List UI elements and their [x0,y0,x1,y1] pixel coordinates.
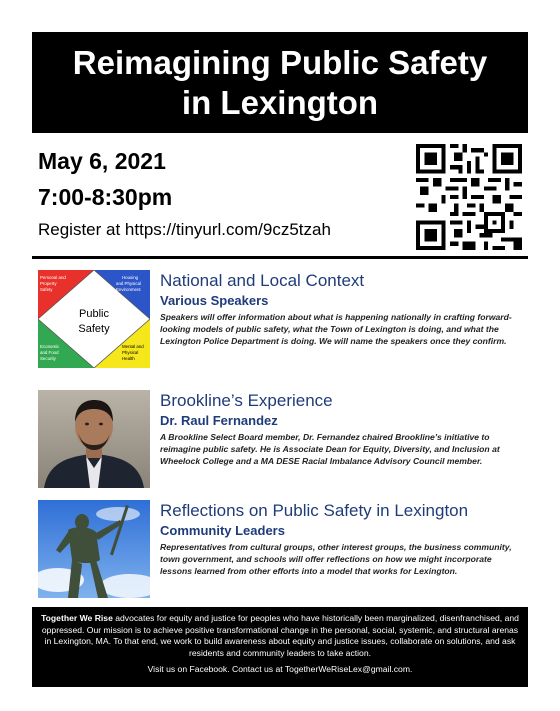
public-safety-label-2: Safety [78,323,110,335]
section-heading: Brookline’s Experience [160,391,333,410]
section-speaker: Community Leaders [160,523,285,538]
contact-line[interactable]: Visit us on Facebook. Contact us at TogetherWeRiseLex@gmail.com. [147,664,413,674]
quadrant-top-left: Personal and Property Safety [40,275,66,292]
section-national-local [32,270,528,370]
public-safety-label-1: Public [79,308,109,320]
event-date: May 6, 2021 [38,148,166,174]
event-details [32,144,528,256]
register-link[interactable]: Register at https://tinyurl.com/9cz5tzah [38,220,331,239]
section-heading: National and Local Context [160,271,365,290]
quadrant-top-right: Housing and Physical Environment [116,275,141,292]
section-heading: Reflections on Public Safety in Lexington [160,501,469,520]
section-speaker: Various Speakers [160,293,269,308]
title-line-1: Reimagining Public Safety [72,44,488,81]
section-brookline [32,390,528,490]
title-line-2: in Lexington [181,84,379,121]
footer-mission [32,607,528,687]
quadrant-bottom-left: Economic and Food Security [40,344,60,361]
org-name: Together We Rise [41,613,113,623]
section-speaker: Dr. Raul Fernandez [160,413,278,428]
mission-text: advocates for equity and justice for peoples who have historically been marginalized, disenfranchised, and oppressed. Our mission is to achieve positive transformational change in the personal, social, systemic, and structural arenas in Lexington, MA. To that end, we work to build awareness about equity and justice issues, collaborate on solutions, and ask residents and community leaders to take action. [41,613,519,658]
speaker-photo [38,390,150,488]
section-text [160,390,520,467]
mission-statement [40,613,520,659]
section-description: A Brookline Select Board member, Dr. Fernandez chaired Brookline’s initiative to reimagine public safety. He is Associate Dean for Equity, Diversity, and Inclusion at Wheelock College and a MA DESE Racial Imbalance Advisory Council member. [160,432,500,466]
qr-code-icon[interactable] [416,144,522,250]
title-banner [32,32,528,133]
section-description: Speakers will offer information about what is happening nationally in crafting forward-looking models of public safety, what the Town of Lexington is doing, and what the Lexington Police Department is doing. We will name the speakers once they confirm. [160,312,512,346]
event-time: 7:00-8:30pm [38,184,173,210]
minuteman-statue-photo [38,500,150,598]
section-description: Representatives from cultural groups, other interest groups, the business community, town government, and schools will offer reflections on how we might incorporate lessons learned from other efforts into a model that works for Lexington. [160,542,512,576]
section-reflections [32,500,528,600]
section-divider [32,256,528,259]
section-text [160,500,520,577]
quadrant-bottom-right: Mental and Physical Health [122,344,144,361]
public-safety-diagram [38,270,150,368]
section-text [160,270,520,347]
